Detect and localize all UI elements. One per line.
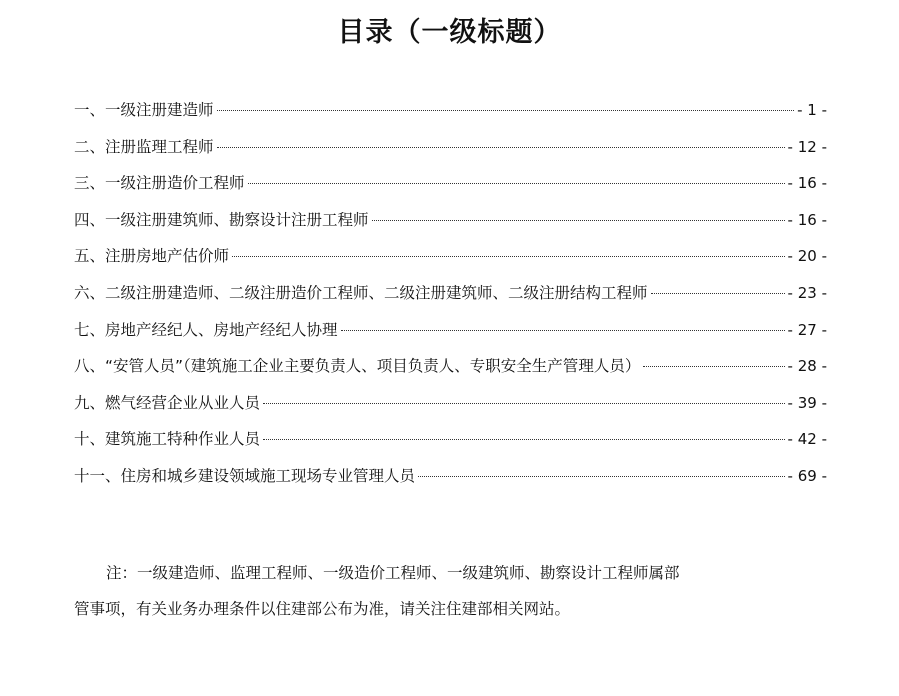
toc-dot-leader [232,256,785,257]
table-of-contents [74,98,827,501]
toc-item-label: 二、注册监理工程师 [74,137,214,156]
toc-page-number: - 28 - [787,357,827,376]
toc-item-label: 九、燃气经营企业从业人员 [74,393,261,412]
toc-dot-leader [263,403,785,404]
toc-item-label: 六、二级注册建造师、二级注册造价工程师、二级注册建筑师、二级注册结构工程师 [74,283,648,302]
page-title: 目录（一级标题） [337,17,562,48]
toc-dot-leader [418,476,785,477]
toc-item[interactable] [74,318,827,355]
toc-item-label: 七、房地产经纪人、房地产经纪人协理 [74,320,338,339]
toc-dot-leader [651,293,785,294]
toc-page-number: - 69 - [787,466,827,485]
toc-item-label: 十一、住房和城乡建设领域施工现场专业管理人员 [74,466,416,485]
toc-page-number: - 27 - [787,320,827,339]
toc-item[interactable] [74,244,827,281]
toc-page-number: - 39 - [787,393,827,412]
toc-page-number: - 20 - [787,247,827,266]
toc-item[interactable] [74,171,827,208]
footnote-line: 注：一级建造师、监理工程师、一级造价工程师、一级建筑师、勘察设计工程师属部 [106,564,680,582]
toc-page-number: - 1 - [797,101,827,119]
toc-item[interactable] [74,98,827,135]
toc-item[interactable] [74,208,827,245]
toc-dot-leader [372,220,785,221]
toc-item-label: 五、注册房地产估价师 [74,247,230,266]
toc-page-number: - 16 - [787,174,827,193]
footnote [74,555,834,627]
toc-item-label: 四、一级注册建筑师、勘察设计注册工程师 [74,210,369,229]
toc-page-number: - 42 - [787,430,827,449]
toc-item[interactable] [74,391,827,428]
toc-page-number: - 23 - [787,283,827,302]
toc-item[interactable] [74,281,827,318]
toc-dot-leader [217,110,795,111]
toc-dot-leader [248,183,785,184]
toc-item[interactable] [74,135,827,172]
toc-item-label: 一、一级注册建造师 [74,101,214,119]
toc-item-label: 三、一级注册造价工程师 [74,174,245,193]
toc-dot-leader [263,439,785,440]
toc-dot-leader [643,366,784,367]
toc-item[interactable] [74,427,827,464]
toc-item[interactable] [74,464,827,501]
toc-dot-leader [341,330,785,331]
toc-item-label: 十、建筑施工特种作业人员 [74,430,261,449]
toc-dot-leader [217,147,785,148]
toc-item-label: 八、“安管人员”（建筑施工企业主要负责人、项目负责人、专职安全生产管理人员） [74,357,641,376]
footnote-line: 管事项，有关业务办理条件以住建部公布为准，请关注住建部相关网站。 [74,600,571,618]
toc-item[interactable] [74,354,827,391]
toc-page-number: - 16 - [787,210,827,229]
toc-page-number: - 12 - [787,137,827,156]
